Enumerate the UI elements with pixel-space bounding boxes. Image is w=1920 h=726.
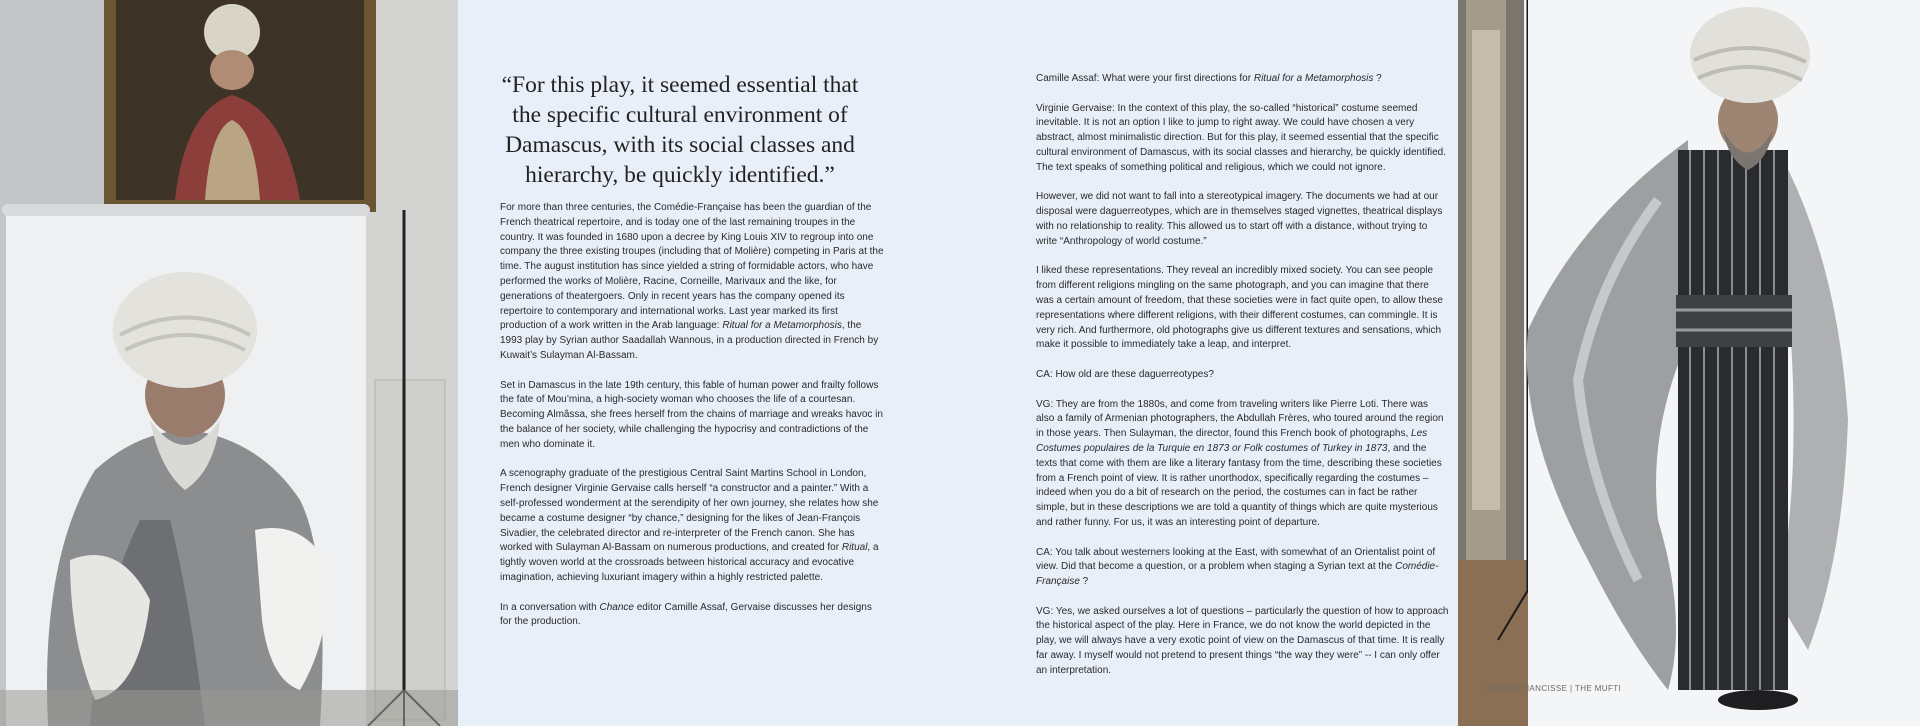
intro-column (500, 201, 885, 645)
photo-caption: THIERRY HANCISSE | THE MUFTI (1483, 684, 1622, 693)
intro-paragraph: For more than three centuries, the Comédie-Française has been the guardian of the French theatrical repertoire, and is today one of the last remaining troupes in the country. It was founded in 1680 upon a decree by King Louis XIV to regroup into one company the three existing troupes (including that of Molière) competing in Paris at the time. The august institution has since yielded a string of formidable actors, who have performed the works of Molière, Racine, Corneille, Marivaux and the like, for generations of theatergoers. Only in recent years has the company opened its repertoire to contemporary and international works. Last year marked its first production of a work written in the Arab language: Ritual for a Metamorphosis, the 1993 play by Syrian author Saadallah Wannous, in a production directed in French by Kuwait’s Sulayman Al-Bassam. (500, 202, 884, 361)
interview-answer: However, we did not want to fall into a stereotypical imagery. The documents we had at our disposal were daguerreotypes, which are in themselves staged vignettes, theatrical displays with no relationship to reality. This allowed us to start off with a distance, without trying to write “Anthropology of world costume.” (1036, 191, 1443, 247)
interview-question: CA: You talk about westerners looking at the East, with somewhat of an Orientalist point of view. Did that become a question, or a problem when staging a Syrian text at the Comédie-Française ? (1036, 546, 1439, 588)
article-text-area (458, 0, 1458, 726)
intro-paragraph: In a conversation with Chance editor Camille Assaf, Gervaise discusses her designs for the production. (500, 601, 872, 628)
pull-quote: “For this play, it seemed essential that the specific cultural environment of Damascus, with its social classes and hierarchy, be quickly identified.” (501, 72, 859, 188)
interview-answer: I liked these representations. They reveal an incredibly mixed society. You can see people from different religions mingling on the same photograph, and you can imagine that there was a certain amount of freedom, that these societies were in fact quite open, to allow these representations where different religions, with their different costumes, can commingle. It is very rich. And furthermore, old photographs give us different textures and sensations, which make it possible to immediately take a leap, and interpret. (1036, 265, 1443, 351)
interview-question: Camille Assaf: What were your first directions for Ritual for a Metamorphosis ? (1036, 73, 1382, 84)
interview-answer: Virginie Gervaise: In the context of this play, the so-called “historical” costume seemed inevitable. It is not an option I like to jump to right away. We could have chosen a very abstract, almost minimalistic direction. But for this play, it seemed essential that the specific cultural environment of Damascus, with its social classes and hierarchy, be quickly identified. The text speaks of something political and religious, which we could not ignore. (1036, 102, 1446, 173)
intro-paragraph: Set in Damascus in the late 19th century, this fable of human power and frailty follows the fate of Mou’mina, a high-society woman who chooses the life of a courtesan. Becoming Almâssa, she frees herself from the chains of marriage and wreaks havoc in the balance of her society, while challenging the hypocrisy and contradictions of the men who dominate it. (500, 379, 883, 450)
interview-column (1036, 72, 1449, 693)
interview-answer: VG: Yes, we asked ourselves a lot of questions – particularly the question of how to approach the historical aspect of the play. Here in France, we do not know the world depicted in the play, we will always have a very exotic point of view on the Damascus of that time. It is really far away. I myself would not pretend to present things “the way they were” -- I can only offer an interpretation. (1036, 605, 1449, 676)
intro-paragraph: A scenography graduate of the prestigious Central Saint Martins School in London, French designer Virginie Gervaise calls herself “a constructor and a painter.” With a self-professed wonderment at the serendipity of her own journey, she relates how she became a costume designer “by chance,” designing for the likes of Jean-François Sivadier, the celebrated director and re-interpreter of the French canon. She has worked with Sulayman Al-Bassam on numerous productions, and created for Ritual, a tightly woven world at the crossroads between historical accuracy and evocative imagination, achieving luxuriant imagery within a highly restricted palette. (500, 468, 879, 583)
photo-mufti-costume (1458, 0, 1920, 726)
interview-answer: VG: They are from the 1880s, and come from traveling writers like Pierre Loti. There was also a family of Armenian photographers, the Abdullah Frères, who toured around the region in those years. Then Sulayman, the director, found this French book of photographs, Les Costumes populaires de la Turquie en 1873 or Folk costumes of Turkey in 1873, and the texts that come with them are like a literary fantasy from the time, describing these societies from a French point of view. It is rather unorthodox, specifically regarding the costumes – indeed when you do a bit of research on the period, the costumes can in fact be rather simple, but in these descriptions we are told a quantity of things which are quite mysterious and rather funny. For us, it was an interesting point of departure. (1036, 398, 1444, 528)
photo-portrait-turbaned-actor (0, 0, 458, 726)
interview-question: CA: How old are these daguerreotypes? (1036, 368, 1214, 380)
left-photo (0, 0, 458, 726)
right-photo (1458, 0, 1920, 726)
